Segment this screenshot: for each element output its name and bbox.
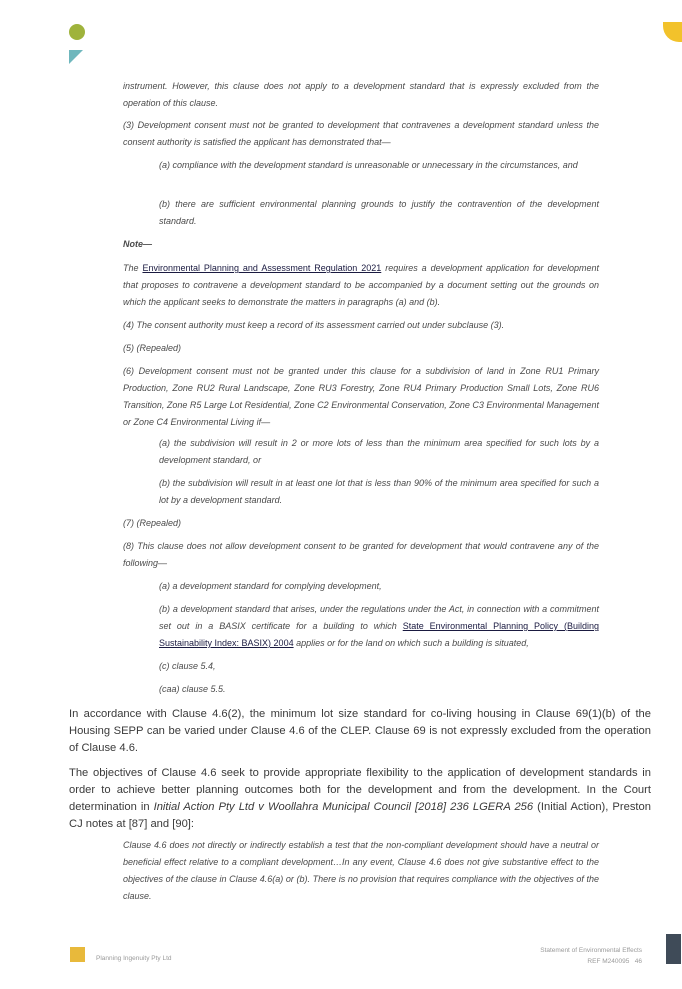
body-paragraph-2: The objectives of Clause 4.6 seek to provide appropriate flexibility to the application of development standards in order to achieve better planning outcomes both for the development and from the development. In the Court determination in Initial Action Pty Ltd v Woollahra Municipal Council [2018] 236 LGERA 256 (Initial Action), Preston CJ notes at [87] and [90]: (69, 767, 651, 830)
footer-company: Planning Ingenuity Pty Ltd (96, 955, 172, 962)
footer-doc-title: Statement of Environmental Effects (540, 947, 642, 954)
body-paragraph-1: In accordance with Clause 4.6(2), the minimum lot size standard for co-living housing in Clause 69(1)(b) of the Housing SEPP can be varied under Clause 4.6 of the CLEP. Clause 69 is not expressly excluded from the operation of Clause 4.6. (69, 708, 651, 754)
brand-yellow-corner (663, 22, 682, 42)
quote-subclause-8caa: (caa) clause 5.5. (159, 684, 226, 694)
brand-teal-triangle (69, 50, 83, 64)
note-label: Note— (123, 239, 152, 249)
basix-sepp-link[interactable]: State Environmental Planning Policy (Building Sustainability Index: BASIX) 2004 (159, 621, 599, 648)
footer-doc-info (540, 945, 642, 967)
quote-subclause-8b: (b) a development standard that arises, under the regulations under the Act, in connection with a commitment set out in a BASIX certificate for a building to which State Environmental Planning Policy (Building Sustainability Index: BASIX) 2004 applies or for the land on which such a building is situated, (159, 604, 599, 648)
brand-green-dot (69, 24, 85, 40)
quote-note-paragraph: The Environmental Planning and Assessment Regulation 2021 requires a development application for development that proposes to contravene a development standard to be accompanied by a document setting out the grounds on which the applicant seeks to demonstrate the matters in paragraphs (a) and (b). (123, 263, 599, 307)
quote-subclause-4: (4) The consent authority must keep a record of its assessment carried out under subclause (3). (123, 320, 505, 330)
quote-subclause-6a: (a) the subdivision will result in 2 or more lots of less than the minimum area specified for such lots by a development standard, or (159, 438, 599, 465)
quote-subclause-5: (5) (Repealed) (123, 343, 182, 353)
quote-subclause-3a: (a) compliance with the development standard is unreasonable or unnecessary in the circumstances, and (159, 160, 578, 170)
quote-subclause-8a: (a) a development standard for complying development, (159, 581, 382, 591)
quote-subclause-7: (7) (Repealed) (123, 518, 182, 528)
quote-subclause-8: (8) This clause does not allow development consent to be granted for development that would contravene any of the following— (123, 541, 599, 568)
quote-subclause-6: (6) Development consent must not be granted under this clause for a subdivision of land in Zone RU1 Primary Production, Zone RU2 Rural Landscape, Zone RU3 Forestry, Zone RU4 Primary Production Small Lots, Zone RU6 Transition, Zone R5 Large Lot Residential, Zone C2 Environmental Conservation, Zone C3 Environmental Management or Zone C4 Environmental Living if— (123, 366, 599, 427)
footer-accent-bar (666, 934, 681, 964)
quote-instrument: instrument. However, this clause does not apply to a development standard that is expressly excluded from the operation of this clause. (123, 81, 599, 108)
quote-subclause-6b: (b) the subdivision will result in at least one lot that is less than 90% of the minimum area specified for such a lot by a development standard. (159, 478, 599, 505)
footer-logo-square (70, 947, 85, 962)
regulation-link[interactable]: Environmental Planning and Assessment Regulation 2021 (142, 263, 382, 273)
quote-subclause-8c: (c) clause 5.4, (159, 661, 216, 671)
case-citation: Initial Action Pty Ltd v Woollahra Municipal Council [2018] 236 LGERA 256 (153, 801, 534, 813)
page-number: 46 (634, 958, 642, 965)
court-blockquote: Clause 4.6 does not directly or indirectly establish a test that the non-compliant development should have a neutral or beneficial effect relative to a compliant development…In any event, Clause 4.6 does not give substantive effect to the objectives of the clause in Clause 4.6(a) or (b). There is no provision that requires compliance with the objectives of the clause. (123, 840, 599, 901)
quote-subclause-3b: (b) there are sufficient environmental planning grounds to justify the contravention of the development standard. (159, 199, 599, 226)
footer-ref: REF M240095 (587, 958, 630, 965)
quote-subclause-3: (3) Development consent must not be granted to development that contravenes a development standard unless the consent authority is satisfied the applicant has demonstrated that— (123, 120, 599, 147)
